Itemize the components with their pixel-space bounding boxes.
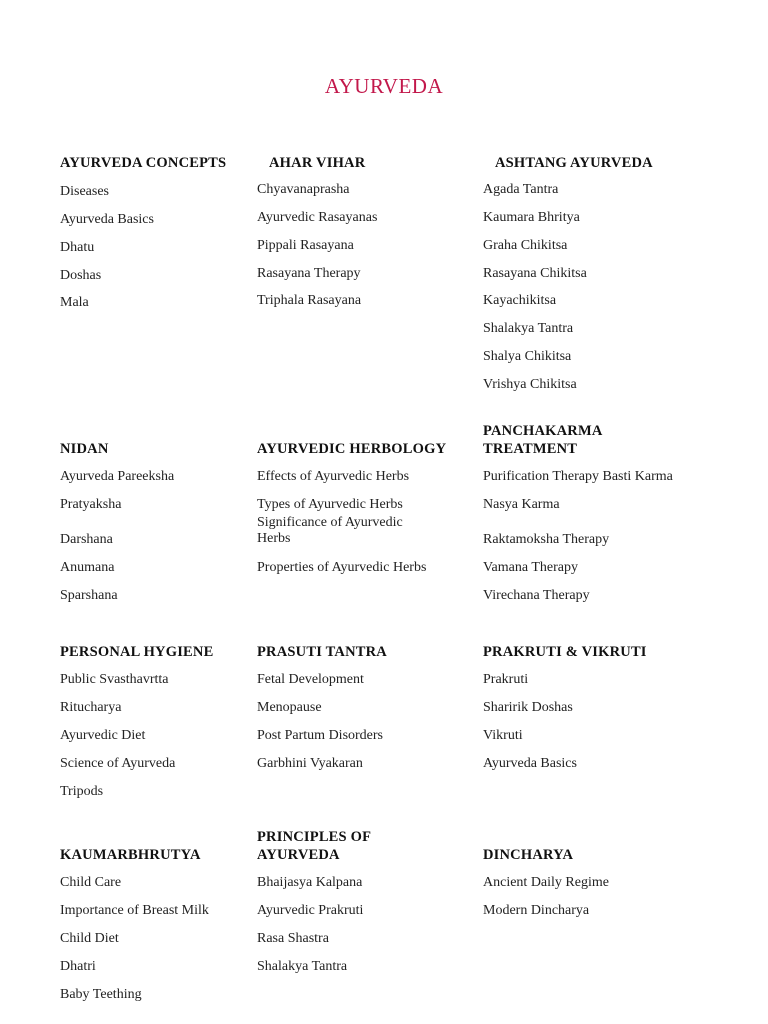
section-heading: PRAKRUTI & VIKRUTI: [483, 644, 647, 660]
link-ayurveda-basics-2[interactable]: Ayurveda Basics: [483, 756, 577, 771]
link-effects-of-ayurvedic-herbs[interactable]: Effects of Ayurvedic Herbs: [257, 469, 410, 484]
link-properties-of-ayurvedic-herbs[interactable]: Properties of Ayurvedic Herbs: [257, 560, 427, 575]
link-types-of-ayurvedic-herbs[interactable]: Types of Ayurvedic Herbs: [257, 497, 403, 512]
section-ahar-vihar: [269, 154, 499, 172]
link-kayachikitsa[interactable]: Kayachikitsa: [483, 293, 557, 308]
link-darshana[interactable]: Darshana: [60, 532, 113, 547]
link-diseases[interactable]: Diseases: [60, 184, 109, 199]
link-ayurvedic-prakruti[interactable]: Ayurvedic Prakruti: [257, 903, 364, 918]
section-ayurvedic-herbology: [257, 440, 487, 575]
link-rasa-shastra[interactable]: Rasa Shastra: [257, 931, 329, 946]
section-heading: AHAR VIHAR: [269, 155, 366, 171]
link-nasya-karma[interactable]: Nasya Karma: [483, 497, 560, 512]
section-nidan: [60, 440, 290, 603]
link-pratyaksha[interactable]: Pratyaksha: [60, 497, 122, 512]
link-ayurveda-basics[interactable]: Ayurveda Basics: [60, 212, 154, 227]
link-tripods[interactable]: Tripods: [60, 784, 104, 799]
section-prakruti-vikruti: [483, 643, 713, 771]
link-doshas[interactable]: Doshas: [60, 268, 102, 283]
section-heading: KAUMARBHRUTYA: [60, 847, 201, 863]
link-garbhini-vyakaran[interactable]: Garbhini Vyakaran: [257, 756, 363, 771]
section-heading: ASHTANG AYURVEDA: [495, 155, 653, 171]
section-heading: PRINCIPLES OF AYURVEDA: [257, 829, 371, 863]
link-shalakya-tantra-2[interactable]: Shalakya Tantra: [257, 959, 348, 974]
link-child-care[interactable]: Child Care: [60, 875, 122, 890]
section-dincharya: [483, 846, 713, 918]
link-post-partum-disorders[interactable]: Post Partum Disorders: [257, 728, 383, 743]
link-triphala-rasayana[interactable]: Triphala Rasayana: [257, 293, 362, 308]
section-ayurveda-concepts: [60, 154, 290, 310]
link-menopause[interactable]: Menopause: [257, 700, 322, 715]
link-kaumara-bhritya[interactable]: Kaumara Bhritya: [483, 210, 580, 225]
page-title: AYURVEDA: [324, 74, 444, 98]
link-mala[interactable]: Mala: [60, 295, 89, 310]
section-heading: AYURVEDIC HERBOLOGY: [257, 441, 447, 457]
section-ashtang-ayurveda: [495, 154, 725, 172]
section-principles-of-ayurveda: [257, 828, 487, 974]
link-baby-teething[interactable]: Baby Teething: [60, 987, 142, 1002]
link-virechana-therapy[interactable]: Virechana Therapy: [483, 588, 590, 603]
section-kaumarbhrutya: [60, 846, 290, 1002]
link-sparshana[interactable]: Sparshana: [60, 588, 118, 603]
section-heading: DINCHARYA: [483, 847, 574, 863]
link-modern-dincharya[interactable]: Modern Dincharya: [483, 903, 590, 918]
section-heading: PRASUTI TANTRA: [257, 644, 387, 660]
link-child-diet[interactable]: Child Diet: [60, 931, 119, 946]
link-chyavanaprasha[interactable]: Chyavanaprasha: [257, 182, 350, 197]
link-anumana[interactable]: Anumana: [60, 560, 115, 575]
link-vamana-therapy[interactable]: Vamana Therapy: [483, 560, 578, 575]
link-ayurveda-pareeksha[interactable]: Ayurveda Pareeksha: [60, 469, 175, 484]
link-sharirik-doshas[interactable]: Sharirik Doshas: [483, 700, 573, 715]
link-ayurvedic-rasayanas[interactable]: Ayurvedic Rasayanas: [257, 210, 378, 225]
section-prasuti-tantra: [257, 643, 487, 771]
link-science-of-ayurveda[interactable]: Science of Ayurveda: [60, 756, 176, 771]
link-agada-tantra[interactable]: Agada Tantra: [483, 182, 559, 197]
link-ancient-daily-regime[interactable]: Ancient Daily Regime: [483, 875, 609, 890]
link-raktamoksha-therapy[interactable]: Raktamoksha Therapy: [483, 532, 610, 547]
link-vikruti[interactable]: Vikruti: [483, 728, 523, 743]
link-importance-of-breast-milk[interactable]: Importance of Breast Milk: [60, 903, 209, 918]
link-fetal-development[interactable]: Fetal Development: [257, 672, 364, 687]
section-heading: AYURVEDA CONCEPTS: [60, 155, 227, 171]
link-pippali-rasayana[interactable]: Pippali Rasayana: [257, 238, 354, 253]
link-shalya-chikitsa[interactable]: Shalya Chikitsa: [483, 349, 572, 364]
section-panchakarma-treatment: [483, 422, 713, 603]
link-prakruti[interactable]: Prakruti: [483, 672, 529, 687]
link-graha-chikitsa[interactable]: Graha Chikitsa: [483, 238, 568, 253]
link-rasayana-therapy[interactable]: Rasayana Therapy: [257, 266, 361, 281]
link-public-svasthavrtta[interactable]: Public Svasthavrtta: [60, 672, 169, 687]
link-vrishya-chikitsa[interactable]: Vrishya Chikitsa: [483, 377, 577, 392]
link-shalakya-tantra[interactable]: Shalakya Tantra: [483, 321, 574, 336]
section-heading: PANCHAKARMA TREATMENT: [483, 423, 602, 457]
link-purification-therapy-basti-karma[interactable]: Purification Therapy Basti Karma: [483, 469, 673, 484]
link-significance-of-ayurvedic-herbs[interactable]: Significance of Ayurvedic Herbs: [257, 515, 403, 546]
section-heading: PERSONAL HYGIENE: [60, 644, 214, 660]
link-bhaijasya-kalpana[interactable]: Bhaijasya Kalpana: [257, 875, 363, 890]
link-rasayana-chikitsa[interactable]: Rasayana Chikitsa: [483, 266, 587, 281]
link-ayurvedic-diet[interactable]: Ayurvedic Diet: [60, 728, 146, 743]
link-dhatu[interactable]: Dhatu: [60, 240, 95, 255]
section-heading: NIDAN: [60, 441, 109, 457]
link-dhatri[interactable]: Dhatri: [60, 959, 96, 974]
link-ritucharya[interactable]: Ritucharya: [60, 700, 122, 715]
